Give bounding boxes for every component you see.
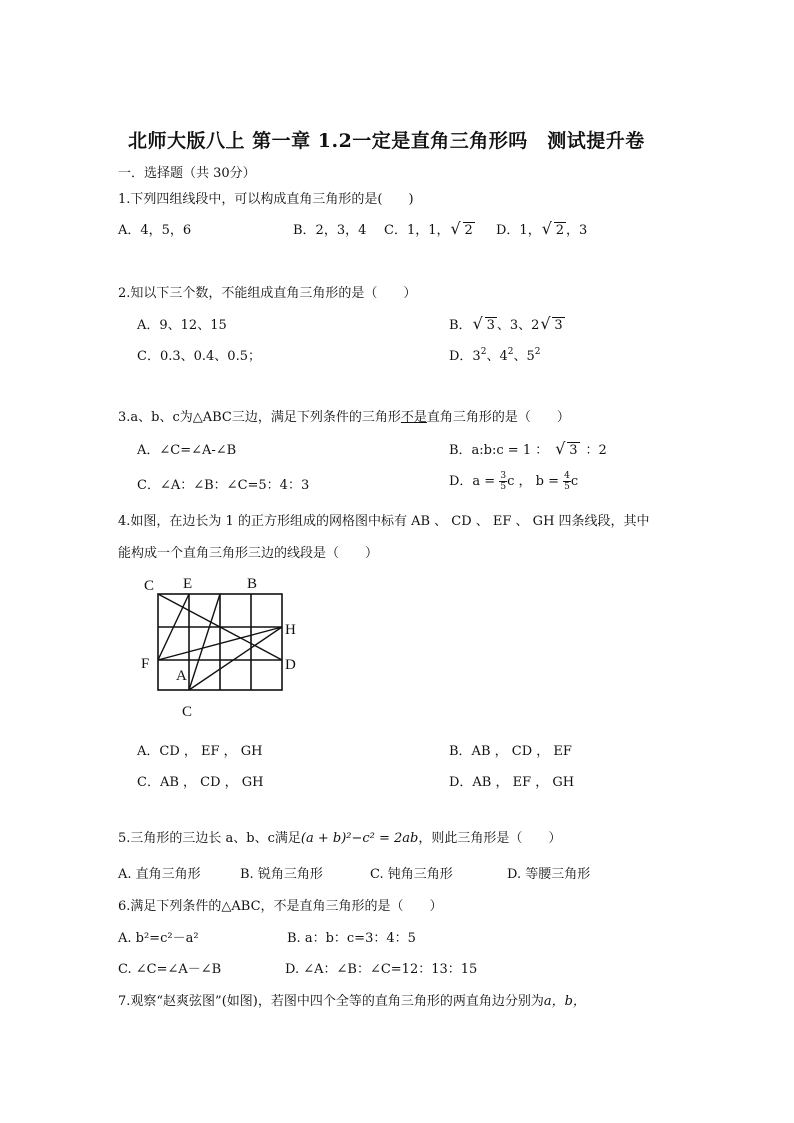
q2-stem: 2.知以下三个数，不能组成直角三角形的是（ ） <box>118 286 417 301</box>
q2-option-c: C．0.3、0.4、0.5； <box>137 349 261 364</box>
label-c-top: C <box>144 578 155 594</box>
q5-equation: (a + b)²−c² = 2ab <box>300 831 419 846</box>
label-h: H <box>285 622 296 638</box>
q3-option-c: C．∠A：∠B：∠C=5：4：3 <box>137 478 310 493</box>
sqrt-symbol: √ 3 <box>474 317 497 333</box>
label-a: A <box>176 668 187 684</box>
q4-option-d: D．AB ， EF ， GH <box>449 775 575 790</box>
q6-option-c: C. ∠C=∠A－∠B <box>118 962 222 977</box>
q6-option-a: A. b²=c²－a² <box>118 931 199 946</box>
fraction: $\frac{4}{5}$ <box>564 471 570 492</box>
q6-option-d: D. ∠A：∠B：∠C=12：13：15 <box>285 962 478 977</box>
sqrt-symbol: √ 2 <box>543 222 566 238</box>
label-c-bottom: C <box>182 704 193 720</box>
q3-option-a: A．∠C=∠A-∠B <box>137 443 237 458</box>
q3-option-b: B．a:b:c = 1 ：√ 3 ：2 <box>449 439 607 458</box>
q6-option-b: B. a：b：c=3：4：5 <box>287 931 416 946</box>
q6-stem: 6.满足下列条件的△ABC，不是直角三角形的是（ ） <box>118 899 443 914</box>
page-title: 北师大版八上 第一章 1.2一定是直角三角形吗 测试提升卷 <box>128 130 645 152</box>
q1-option-c: C．1，1，√ 2 <box>384 219 475 238</box>
fraction: $\frac{3}{5}$ <box>500 471 507 492</box>
q4-option-b: B．AB ， CD ， EF <box>449 744 572 759</box>
q4-stem-line1: 4.如图，在边长为 1 的正方形组成的网格图中标有 AB 、 CD 、 EF 、 GH 四条线段，其中 <box>118 514 650 529</box>
q5-stem: 5.三角形的三边长 a、b、c满足(a + b)²−c² = 2ab，则此三角形是（ ） <box>118 831 562 846</box>
label-b: B <box>247 576 258 592</box>
q7-stem: 7.观察“赵爽弦图”(如图)，若图中四个全等的直角三角形的两直角边分别为a，b， <box>118 994 586 1009</box>
q5-option-d: D. 等腰三角形 <box>507 867 591 882</box>
sqrt-symbol: √ 2 <box>452 222 475 238</box>
q3-option-d: D．a = $\frac{3}{5}$ c ， b = $\frac{4}{5}$ c <box>449 471 579 492</box>
segment-ch <box>189 627 282 690</box>
q1-option-d: D．1，√ 2 ，3 <box>496 219 587 238</box>
segment-ab <box>189 594 220 690</box>
q3-stem: 3.a、b、c为△ABC三边，满足下列条件的三角形不是直角三角形的是（ ） <box>118 410 570 425</box>
q4-stem-line2: 能构成一个直角三角形三边的线段是（ ） <box>118 546 379 561</box>
grid-figure <box>135 570 310 720</box>
q1-option-a: A．4，5，6 <box>118 223 192 238</box>
q4-option-a: A．CD ， EF ， GH <box>137 744 263 759</box>
sqrt-symbol: √ 3 <box>541 317 564 333</box>
q2-option-b: B．√ 3 、3、2√ 3 <box>449 314 565 333</box>
q2-option-a: A．9、12、15 <box>137 318 227 333</box>
q1-option-b: B．2，3，4 <box>293 223 367 238</box>
q5-option-c: C. 钝角三角形 <box>370 867 453 882</box>
q5-option-b: B. 锐角三角形 <box>240 867 323 882</box>
q4-option-c: C．AB ， CD ， GH <box>137 775 264 790</box>
section-heading: 一．选择题（共 30分） <box>118 166 256 181</box>
label-f: F <box>141 656 150 672</box>
sqrt-symbol: √ 3 <box>556 442 579 458</box>
label-e: E <box>183 576 193 592</box>
label-d: D <box>285 657 296 673</box>
q1-stem: 1.下列四组线段中，可以构成直角三角形的是( ) <box>118 192 414 207</box>
q2-option-d: D．$3^2$、$4^2$、$5^2$ <box>449 347 541 364</box>
q5-option-a: A. 直角三角形 <box>118 867 201 882</box>
